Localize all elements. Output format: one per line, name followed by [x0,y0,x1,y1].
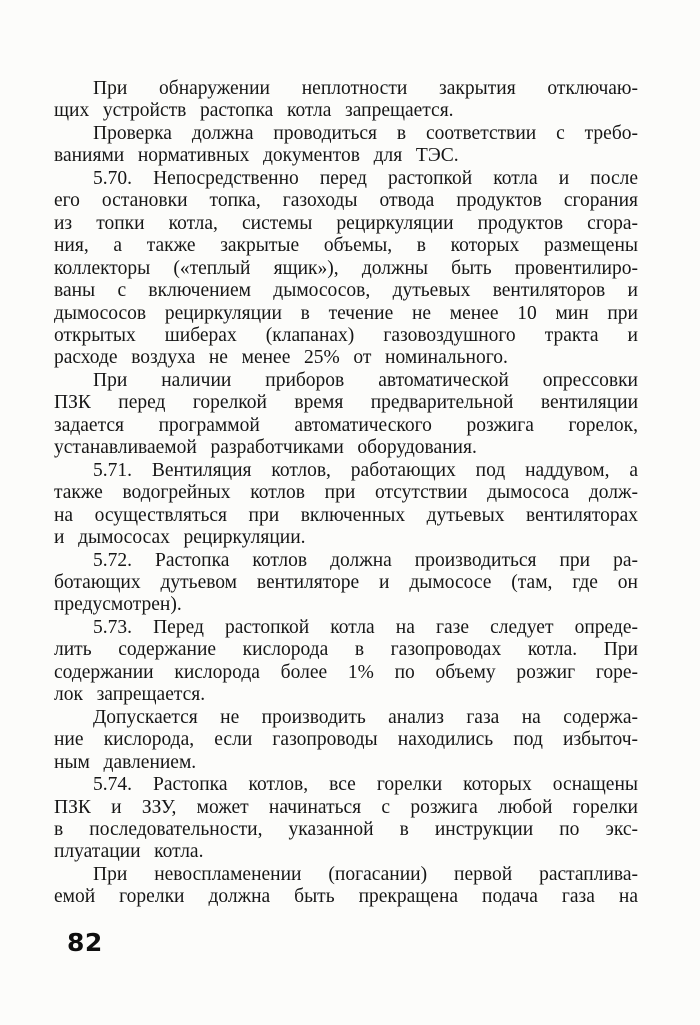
text-line: 5.71. Вентиляция котлов, работающих под наддувом, а [93,459,638,481]
text-line: ния, а также закрытые объемы, в которых размещены [54,235,638,257]
text-line: лить содержание кислорода в газопроводах котла. При [54,639,638,661]
paragraph-5-74-note [54,864,638,909]
text-line: коллекторы («теплый ящик»), должны быть провентилиро- [54,257,638,279]
text-line: ние кислорода, если газопроводы находились под избыточ- [54,729,638,751]
text-line: дымососов рециркуляции в течение не менее 10 мин при [54,302,638,324]
text-line: ПЗК и ЗЗУ, может начинаться с розжига любой горелки [54,796,638,818]
text-line: При обнаружении неплотности закрытия отключаю- [93,78,638,99]
text-line: емой горелки должна быть прекращена подача газа на [54,886,638,908]
text-line: и дымососах рециркуляции. [54,527,306,549]
text-line: 5.74. Растопка котлов, все горелки которых оснащены [93,774,638,796]
text-line: щих устройств растопка котла запрещается. [54,100,454,122]
text-line: При наличии приборов автоматической опрессовки [93,369,638,391]
text-line: на осуществляться при включенных дутьевых вентиляторах [54,504,638,526]
paragraph-5-74 [54,774,638,864]
text-line: открытых шиберах (клапанах) газовоздушного тракта и [54,324,638,346]
text-line: плуатации котла. [54,841,204,863]
text-line: ботающих дутьевом вентиляторе и дымососе (там, где он [54,571,638,593]
paragraph-5-70 [54,168,638,370]
text-line: также водогрейных котлов при отсутствии дымососа долж- [54,482,638,504]
paragraph-5-72 [54,550,638,617]
paragraph-intro-2 [54,123,638,168]
text-line: расходе воздуха не менее 25% от номинального. [54,347,508,369]
body-text [54,78,638,909]
paragraph-5-71 [54,460,638,550]
text-line: из топки котла, системы рециркуляции продуктов сгора- [54,212,638,234]
text-line: 5.70. Непосредственно перед растопкой котла и после [93,167,638,189]
text-line: При невоспламенении (погасании) первой растаплива- [93,863,638,885]
paragraph-5-73-note [54,707,638,774]
page-number: 82 [67,928,103,957]
text-line: предусмотрен). [54,594,182,616]
text-line: задается программой автоматического розжига горелок, [54,414,638,436]
text-line: Проверка должна проводиться в соответствии с требо- [93,122,638,144]
paragraph-5-73 [54,617,638,707]
paragraph-5-70-note [54,370,638,460]
text-line: 5.73. Перед растопкой котла на газе следует опреде- [93,616,638,638]
text-line: Допускается не производить анализ газа на содержа- [93,706,638,728]
text-line: устанавливаемой разработчиками оборудования. [54,437,477,459]
text-line: ным давлением. [54,751,197,773]
text-line: содержании кислорода более 1% по объему розжиг горе- [54,661,638,683]
text-line: лок запрещается. [54,684,206,706]
text-line: 5.72. Растопка котлов должна производиться при ра- [93,549,638,571]
paragraph-intro-1 [54,78,638,123]
text-line: ваниями нормативных документов для ТЭС. [54,145,459,167]
text-line: ПЗК перед горелкой время предварительной вентиляции [54,392,638,414]
text-line: его остановки топка, газоходы отвода продуктов сгорания [54,190,638,212]
text-line: в последовательности, указанной в инструкции по экс- [54,818,638,840]
text-line: ваны с включением дымососов, дутьевых вентиляторов и [54,280,638,302]
